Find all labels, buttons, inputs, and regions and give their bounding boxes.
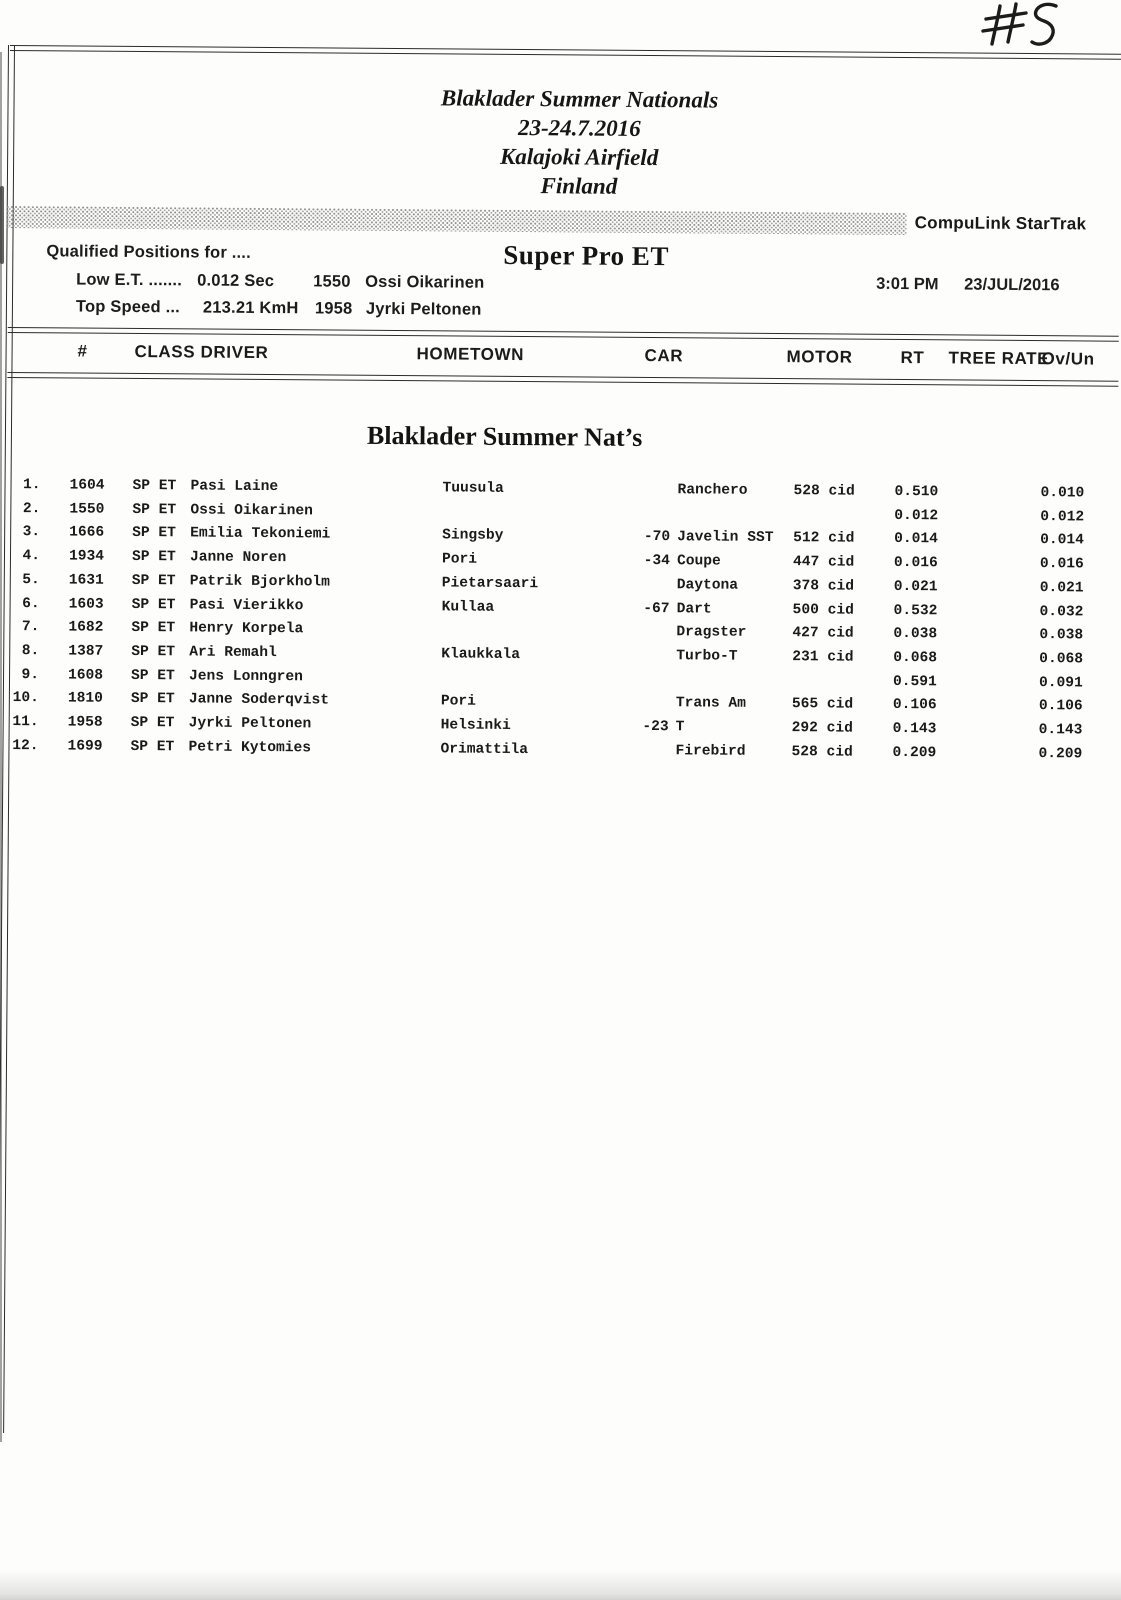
cell-position: 9.	[21, 666, 40, 683]
cell-ov-un: 0.032	[1039, 603, 1084, 620]
cell-position: 3.	[22, 524, 41, 541]
cell-rt: 0.014	[894, 531, 939, 548]
cell-car-number: 1387	[68, 643, 104, 660]
top-speed-label: Top Speed ...	[75, 297, 181, 317]
scan-bottom-shadow	[0, 1570, 1121, 1600]
cell-position: 11.	[12, 714, 39, 731]
cell-position: 6.	[22, 595, 40, 612]
column-header-driver: DRIVER	[200, 342, 269, 363]
cell-position: 1.	[22, 477, 41, 494]
cell-ov-un: 0.016	[1039, 556, 1084, 573]
cell-motor: 447 cid	[792, 554, 855, 571]
cell-motor: 500 cid	[792, 601, 854, 619]
cell-hometown: Helsinki	[440, 717, 511, 734]
low-et-driver: Ossi Oikarinen	[365, 272, 485, 292]
column-header-class: CLASS	[134, 341, 196, 362]
cell-car-number: 1810	[67, 690, 103, 708]
cell-class: SP ET	[130, 714, 175, 732]
cell-ov-un: 0.038	[1039, 627, 1084, 644]
cell-driver: Henry Korpela	[189, 620, 304, 638]
cell-driver: Ari Remahl	[189, 644, 277, 662]
cell-car-model: Javelin SST	[677, 529, 774, 547]
cell-car-number: 1699	[67, 738, 103, 755]
cell-hometown: Tuusula	[442, 480, 504, 497]
cell-ov-un: 0.143	[1038, 722, 1083, 739]
column-header-tree-rate: TREE RATE	[948, 348, 1050, 369]
cell-car-model: Dart	[676, 600, 712, 618]
cell-car-number: 1603	[68, 595, 104, 613]
cell-ov-un: 0.106	[1038, 698, 1083, 715]
cell-hometown: Klaukkala	[441, 646, 521, 663]
cell-car-model: Coupe	[676, 553, 721, 570]
cell-car-number: 1608	[67, 667, 104, 684]
cell-car-year: -67	[643, 600, 670, 617]
event-country: Finland	[540, 173, 618, 199]
cell-position: 5.	[22, 571, 40, 589]
cell-rt: 0.209	[892, 744, 937, 761]
cell-ov-un: 0.068	[1039, 650, 1084, 668]
column-header-motor: MOTOR	[786, 347, 853, 367]
cell-position: 12.	[12, 737, 39, 754]
cell-car-number: 1682	[68, 619, 104, 636]
cell-class: SP ET	[130, 667, 175, 684]
cell-motor: 292 cid	[791, 720, 854, 737]
cell-driver: Patrik Bjorkholm	[189, 573, 330, 591]
cell-position: 8.	[21, 643, 40, 660]
cell-car-number: 1666	[69, 524, 105, 542]
cell-rt: 0.012	[894, 507, 939, 524]
cell-car-model: Firebird	[675, 742, 746, 760]
cell-car-year: -70	[643, 529, 671, 546]
top-border-rule	[10, 45, 1121, 60]
column-header-rt: RT	[900, 348, 925, 368]
cell-hometown: Kullaa	[441, 598, 495, 616]
cell-class: SP ET	[131, 596, 176, 613]
cell-car-number: 1604	[69, 477, 105, 494]
cell-rt: 0.591	[892, 673, 937, 690]
low-et-label: Low E.T. .......	[76, 270, 183, 290]
cell-rt: 0.038	[893, 626, 938, 643]
cell-hometown: Singsby	[442, 527, 504, 545]
event-header	[279, 82, 880, 203]
top-speed-driver: Jyrki Peltonen	[365, 299, 482, 319]
cell-motor: 565 cid	[791, 696, 854, 713]
cell-class: SP ET	[131, 643, 176, 661]
cell-hometown: Pori	[440, 693, 476, 710]
cell-hometown: Orimattila	[440, 741, 529, 758]
cell-driver: Pasi Laine	[190, 478, 279, 496]
cell-rt: 0.143	[892, 720, 937, 738]
cell-class: SP ET	[130, 738, 175, 755]
cell-hometown: Pietarsaari	[441, 575, 539, 592]
event-dates: 23-24.7.2016	[517, 114, 641, 141]
cell-driver: Ossi Oikarinen	[190, 502, 314, 520]
cell-motor: 512 cid	[793, 530, 855, 548]
event-venue: Kalajoki Airfield	[499, 143, 659, 171]
column-header-ov-un: Ov/Un	[1041, 349, 1095, 369]
print-time: 3:01 PM	[876, 274, 939, 294]
cell-rt: 0.068	[893, 649, 938, 667]
cell-car-model: Dragster	[676, 624, 747, 641]
cell-ov-un: 0.012	[1040, 508, 1085, 526]
cell-hometown: Pori	[441, 551, 478, 568]
cell-rt: 0.106	[892, 697, 937, 714]
cell-car-year: -23	[642, 718, 669, 736]
header-bottom-rule	[7, 372, 1118, 387]
cell-driver: Jyrki Peltonen	[188, 715, 312, 733]
cell-class: SP ET	[132, 477, 177, 495]
cell-motor: 231 cid	[792, 649, 854, 666]
top-speed-car-number: 1958	[314, 299, 353, 318]
low-et-value: 0.012 Sec	[197, 271, 275, 291]
brand-label: CompuLink StarTrak	[914, 213, 1087, 234]
cell-position: 4.	[22, 548, 41, 565]
cell-car-number: 1631	[68, 572, 104, 589]
cell-car-number: 1550	[69, 501, 105, 518]
cell-driver: Janne Noren	[189, 549, 287, 567]
cell-driver: Petri Kytomies	[188, 739, 312, 757]
cell-motor: 528 cid	[791, 743, 853, 761]
cell-class: SP ET	[130, 691, 175, 708]
section-title: Blaklader Summer Nat’s	[366, 420, 643, 452]
cell-rt: 0.016	[893, 555, 938, 572]
cell-car-number: 1958	[67, 714, 103, 731]
table-header	[0, 336, 1119, 375]
cell-car-model: Turbo-T	[676, 648, 738, 665]
cell-class: SP ET	[132, 501, 177, 519]
cell-position: 7.	[21, 619, 40, 636]
cell-ov-un: 0.010	[1040, 485, 1085, 502]
cell-car-model: Trans Am	[675, 695, 746, 713]
cell-class: SP ET	[132, 525, 177, 542]
column-header-hometown: HOMETOWN	[416, 344, 525, 365]
cell-class: SP ET	[131, 549, 176, 566]
cell-class: SP ET	[131, 572, 176, 590]
cell-rt: 0.532	[893, 602, 938, 619]
cell-driver: Jens Lonngren	[188, 668, 303, 685]
cell-rt: 0.510	[894, 483, 939, 501]
column-header-position: #	[77, 341, 88, 361]
cell-ov-un: 0.014	[1040, 532, 1084, 549]
cell-rt: 0.021	[893, 578, 938, 596]
cell-car-model: T	[675, 719, 685, 736]
cell-motor: 427 cid	[792, 625, 854, 642]
halftone-band	[7, 206, 907, 235]
top-speed-value: 213.21 KmH	[202, 298, 299, 318]
column-header-car: CAR	[644, 345, 684, 366]
cell-ov-un: 0.091	[1038, 674, 1083, 692]
cell-driver: Pasi Vierikko	[189, 596, 304, 614]
cell-position: 2.	[22, 500, 41, 517]
cell-driver: Janne Soderqvist	[188, 691, 330, 709]
cell-car-model: Ranchero	[677, 482, 748, 499]
qualifying-rows	[0, 474, 1118, 783]
cell-class: SP ET	[131, 620, 176, 637]
cell-ov-un: 0.021	[1039, 579, 1084, 597]
cell-driver: Emilia Tekoniemi	[190, 525, 331, 543]
cell-motor: 378 cid	[792, 577, 855, 595]
cell-car-number: 1934	[68, 548, 105, 565]
qualified-positions-heading: Qualified Positions for ....	[46, 242, 251, 262]
print-date: 23/JUL/2016	[964, 275, 1060, 295]
cell-car-model: Daytona	[676, 577, 739, 594]
event-name: Blaklader Summer Nationals	[440, 85, 719, 113]
class-title: Super Pro ET	[503, 239, 670, 272]
scan-edge-artifact	[0, 186, 4, 264]
cell-position: 10.	[12, 690, 39, 707]
cell-car-year: -34	[643, 553, 671, 570]
cell-ov-un: 0.209	[1038, 745, 1083, 763]
cell-motor: 528 cid	[793, 483, 855, 500]
low-et-car-number: 1550	[313, 272, 351, 291]
